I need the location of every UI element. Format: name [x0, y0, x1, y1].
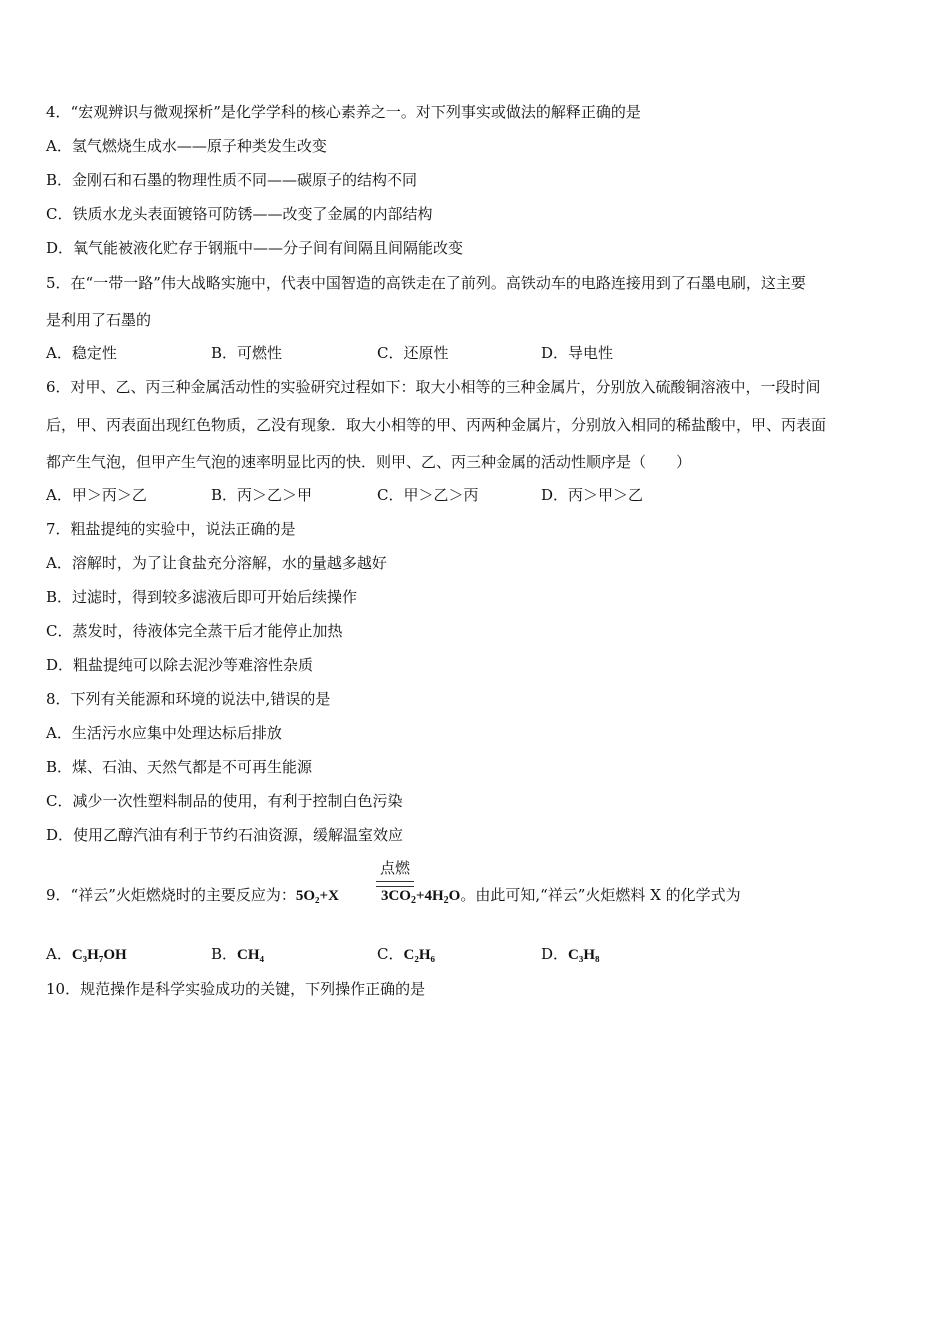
question-6-stem-line-1: 6．对甲、乙、丙三种金属活动性的实验研究过程如下：取大小相等的三种金属片，分别放入硫酸铜溶液中，一段时间	[46, 378, 821, 396]
question-9-option-c: C．C₂H₆	[377, 945, 435, 963]
question-6-option-c: C．甲＞乙＞丙	[377, 486, 479, 504]
question-9-stem-pre: 9．“祥云”火炬燃烧时的主要反应为：	[46, 886, 296, 904]
question-6-option-d: D．丙＞甲＞乙	[541, 486, 644, 504]
question-9-stem-post: 。由此可知,“祥云”火炬燃料 X 的化学式为	[460, 886, 741, 904]
products: $3CO_2+4H_2O$	[380, 888, 461, 906]
question-9-stem	[46, 885, 741, 906]
question-4-option-a: A．氢气燃烧生成水——原子种类发生改变	[46, 137, 327, 155]
question-4-option-c: C．铁质水龙头表面镀铬可防锈——改变了金属的内部结构	[46, 205, 433, 223]
question-9-option-d: D．C₃H₈	[541, 945, 600, 963]
question-8-option-d: D．使用乙醇汽油有利于节约石油资源，缓解温室效应	[46, 826, 404, 844]
question-6-option-b: B．丙＞乙＞甲	[211, 486, 313, 504]
question-7-option-c: C．蒸发时，待液体完全蒸干后才能停止加热	[46, 622, 343, 640]
question-7-stem: 7．粗盐提纯的实验中，说法正确的是	[46, 520, 296, 538]
question-5-option-c: C．还原性	[377, 344, 449, 362]
question-10-stem: 10．规范操作是科学实验成功的关键，下列操作正确的是	[46, 980, 426, 998]
reactants: 5O₂+X	[295, 888, 339, 904]
question-6-stem-line-3: 都产生气泡，但甲产生气泡的速率明显比丙的快．则甲、乙、丙三种金属的活动性顺序是（ ）	[46, 453, 692, 471]
question-5-option-a: A．稳定性	[46, 344, 117, 362]
reaction-condition: 点燃	[379, 859, 410, 877]
question-8-option-a: A．生活污水应集中处理达标后排放	[46, 724, 282, 742]
question-4-stem: 4．“宏观辨识与微观探析”是化学学科的核心素养之一。对下列事实或做法的解释正确的是	[46, 103, 641, 121]
question-8-stem: 8．下列有关能源和环境的说法中,错误的是	[46, 690, 331, 708]
question-9-option-b: B．CH₄	[211, 945, 265, 963]
question-9-option-a: A．C₃H₇OH	[46, 945, 127, 963]
question-4-option-b: B．金刚石和石墨的物理性质不同——碳原子的结构不同	[46, 171, 418, 189]
question-5-stem-line-1: 5．在“一带一路”伟大战略实施中，代表中国智造的高铁走在了前列。高铁动车的电路连接用到了石墨电刷，这主要	[46, 274, 806, 292]
question-8-option-b: B．煤、石油、天然气都是不可再生能源	[46, 758, 313, 776]
question-8-option-c: C．减少一次性塑料制品的使用，有利于控制白色污染	[46, 792, 403, 810]
question-7-option-b: B．过滤时，得到较多滤液后即可开始后续操作	[46, 588, 358, 606]
question-7-option-d: D．粗盐提纯可以除去泥沙等难溶性杂质	[46, 656, 314, 674]
question-5-option-b: B．可燃性	[211, 344, 283, 362]
question-5-stem-line-2: 是利用了石墨的	[46, 311, 152, 329]
question-5-option-d: D．导电性	[541, 344, 614, 362]
question-4-option-d: D．氧气能被液化贮存于钢瓶中——分子间有间隔且间隔能改变	[46, 239, 464, 257]
question-7-option-a: A．溶解时，为了让食盐充分溶解，水的量越多越好	[46, 554, 387, 572]
question-6-option-a: A．甲＞丙＞乙	[46, 486, 147, 504]
question-6-stem-line-2: 后，甲、丙表面出现红色物质，乙没有现象．取大小相等的甲、丙两种金属片，分别放入相同的稀盐酸中，甲、丙表面	[46, 416, 827, 434]
